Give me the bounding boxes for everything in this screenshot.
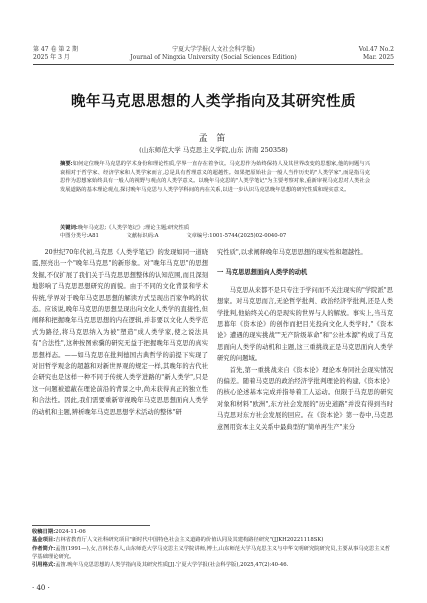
keywords-text: 晚年马克思;《人类学笔记》;理论主题;研究性质 <box>77 225 190 231</box>
body-paragraph: 马克思从来都不是只专注于学问而不关注现实的"学院派"思想家。对马克思而言,无论哲学批判、政治经济学批判,还是人类学批判,他始终关心的是现实的世界与人的解放。事实上,当马克思暮年《资本论》的创作而把目光投向文化人类学时,"《资本论》遭遇的现实挑战""无产阶级革命"和"公社本源"构成了马克思面向人类学的动机和主题,这三重挑战正是马克思面向人类学研究的问题域。 <box>217 286 393 363</box>
abstract <box>60 160 370 194</box>
page-number: · 40 · <box>32 584 50 592</box>
section-heading: 一 马克思思想面向人类学的动机 <box>217 269 308 277</box>
body-paragraph: 20世纪70年代初,马克思《人类学笔记》的发现如同一道晓霞,照亮出一个"晚年马克思"的新形象。对"晚年马克思"的思想发掘,不仅扩展了我们关于马克思思想整体的认知范围,而且深刻地影响了马克思思想研究的面貌。由于不同的文化背景和学术传统,学界对于晚年马克思思想的解读方式呈现出百家争鸣的状态。应该说,晚年马克思的思想呈现出向文化人类学的直接性,但阐释和把握晚年马克思思想的内在逻辑,并非要以文化人类学范式为路径,将马克思纳入为被"塑造"成人类学家,使之说法具有"合法性",这种按图索骥的研究无益于把握晚年马克思的真实思想样态。——如马克思在批判德国古典哲学的前提下实现了对旧哲学观念的超越和对新世界观的规定一样,其晚年的古代社会研究也是这样一种不同于传统人类学进路的"新人类学",只是这一问题被遮蔽在理论前沿的背景之中,尚未获得真正的独立性和合法性。因此,我们需要重新审视晚年马克思思想面向人类学的动机和主题,辨析晚年马克思思想学术活动的整体"研 <box>32 249 208 416</box>
document-code: 文献标识码:A <box>126 233 159 239</box>
body-paragraph: 首先,第一重挑战来自《资本论》理论本身同社会现实情况的偏差。随着马克思的政治经济学批判理论的构建,《资本论》的核心论述基本完成并指导着工人运动。但限于马克思的研究对象和材料"欧洲",东方社会发展的"历史道路"并没有得到当时马克思对东方社会发展的回应。在《资本论》第一卷中,马克思意图用资本主义关系中最典型的"简单再生产"来分 <box>217 366 393 431</box>
classification-line <box>60 232 370 240</box>
article-title: 晚年马克思思想的人类学指向及其研究性质 <box>71 93 356 110</box>
body-column-right <box>217 247 393 433</box>
footnote-received: 收稿日期:2024-11-06 <box>32 529 86 535</box>
abstract-text: 如何定位晚年马克思的学术身份和理论性质,学界一直存在着争议。马克思作为始终保持人及其世界改变的思想家,他的问题与兴衰相对于哲学家、经济学家和人类学家而言,总是具有哲理意义的超越性。如果把原始社会一般人当作历史的"人类学家",而是指马克思作为思想家始终具有一般人的视野与观点的人类学意义。以晚年马克思的"人类学笔记"为主要考察对象,重新审视马克思对人类社会发展道路的基本理论观点,探讨晚年马克思与人类学学科间的内在关系,以进一步认识马克思晚年思想的研究性质和现实意义。 <box>60 161 370 193</box>
keywords <box>60 224 370 232</box>
clc-number: 中图分类号:A81 <box>60 233 99 239</box>
keywords-label: 关键词: <box>60 225 78 231</box>
header-journal-name: 宁夏大学学报(人文社会科学版) Journal of Ningxia University (Social Sciences Edition) <box>130 46 297 61</box>
author-name: 孟 笛 <box>198 134 229 144</box>
author-affiliation: (山东师范大学 马克思主义学院,山东 济南 250358) <box>139 146 288 154</box>
footnote-fund: 基金项目:吉林省教育厅人文社科研究项目"新时代中国特色社会主义道路的价值认同及其建构路径研究"(JJKH20221118SK) <box>32 537 324 544</box>
header-volume-issue-en: Vol.47 No.2 Mar. 2025 <box>358 46 394 61</box>
header-rule <box>33 64 394 65</box>
footnotes <box>32 528 394 569</box>
footnote-author-bio: 作者简介:孟笛(1991—),女,吉林长春人,山东师范大学马克思主义学院讲师,博士,山东师范大学马克思主义与中华文明研究院研究员,主要从事马克思主义哲学基础理论研究。 <box>32 545 391 560</box>
body-paragraph-continued: 究性质",以求阐释晚年马克思思想的现实性和超越性。 <box>217 249 367 256</box>
article-number: 文章编号:1001-5744(2025)02-0040-07 <box>186 233 287 239</box>
footnote-rule <box>32 525 150 526</box>
abstract-label: 摘要: <box>60 161 73 167</box>
footnote-citation: 引用格式:孟笛.晚年马克思思想的人类学指向及其研究性质[J].宁夏大学学报(社会科学版),2025,47(2):40-46. <box>32 562 289 569</box>
header-volume-issue: 第 47 卷 第 2 期 2025 年 3 月 <box>33 46 78 61</box>
body-column-left <box>32 247 208 418</box>
